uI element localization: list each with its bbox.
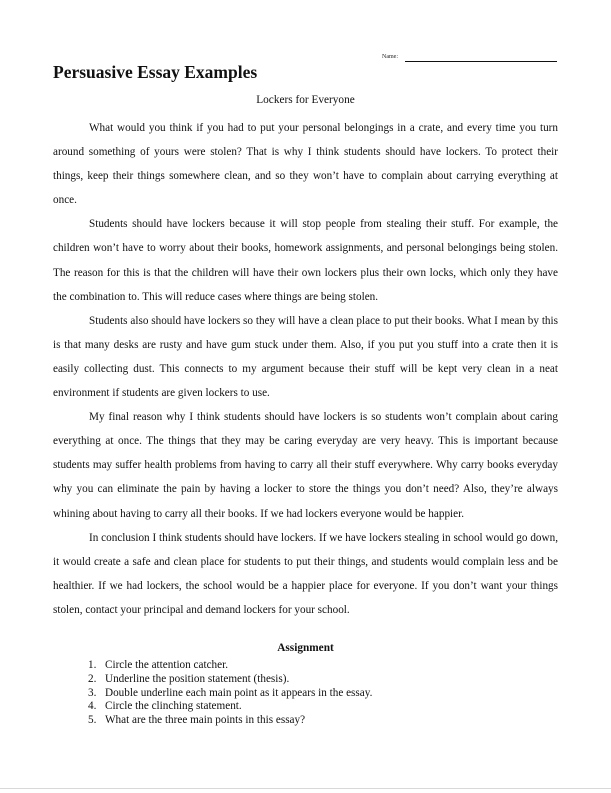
- essay-paragraph-conclusion: In conclusion I think students should have lockers. If we have lockers stealing in school would go down, it would create a safe and clean place for students to put their things, and students would complain less and be healthier. If we had lockers, the school would be a happier place for everyone. If you don’t want your things stolen, contact your principal and demand lockers for your school.: [53, 531, 558, 616]
- name-field: [380, 53, 560, 65]
- assignment-heading: Assignment: [277, 642, 334, 654]
- assignment-item-number: 3.: [88, 686, 97, 699]
- assignment-item: [88, 700, 372, 714]
- page-title: Persuasive Essay Examples: [53, 62, 258, 82]
- assignment-item-number: 5.: [88, 714, 97, 727]
- assignment-item-number: 2.: [88, 672, 97, 685]
- assignment-item-text: Circle the attention catcher.: [105, 659, 229, 671]
- assignment-item: [88, 659, 372, 673]
- assignment-item: [88, 687, 372, 701]
- essay-paragraph-stealing: Students should have lockers because it will stop people from stealing their stuff. For example, the children won’t have to worry about their books, homework assignments, and personal belongings being stolen. The reason for this is that the children will have their own lockers plus their own locks, which only they have the combination to. This will reduce cases where things are being stolen.: [53, 218, 558, 303]
- name-underline: [405, 61, 557, 62]
- assignment-item-text: Circle the clinching statement.: [105, 700, 242, 713]
- assignment-item: [88, 673, 372, 687]
- assignment-item-number: 4.: [88, 700, 97, 713]
- page-bottom-divider: [0, 788, 611, 789]
- essay-body: [53, 116, 558, 622]
- essay-paragraph-clean: Students also should have lockers so they will have a clean place to put their books. What I mean by this is that many desks are rusty and have gum stuck under them. Also, if you put you stuff into a crate then it is easily collecting dust. This connects to my argument because their stuff will be kept very clean in a neat environment if students are given lockers to use.: [53, 314, 558, 400]
- assignment-item-text: What are the three main points in this essay?: [105, 714, 306, 727]
- assignment-list: [88, 659, 372, 728]
- essay-title: Lockers for Everyone: [256, 94, 355, 106]
- assignment-item-text: Underline the position statement (thesis).: [105, 672, 290, 685]
- assignment-item: [88, 714, 372, 728]
- assignment-item-text: Double underline each main point as it appears in the essay.: [105, 686, 373, 699]
- essay-paragraph-carrying: My final reason why I think students should have lockers is so students won’t complain about caring everything at once. The things that they may be caring everyday are very heavy. This is important because students may suffer health problems from having to carry all their stuff everywhere. Why carry books everyday why you can eliminate the pain by having a locker to store the things you don’t need? Also, they’re always whining about having to carry all their books. If we had lockers everyone would be happier.: [53, 411, 558, 520]
- essay-paragraph-intro: What would you think if you had to put your personal belongings in a crate, and every time you turn around something of yours were stolen? That is why I think students should have lockers. To protect their things, keep their things somewhere clean, and so they won’t have to complain about carrying everything at once.: [53, 122, 558, 207]
- assignment-item-number: 1.: [88, 659, 97, 671]
- name-label: Name:: [382, 54, 398, 60]
